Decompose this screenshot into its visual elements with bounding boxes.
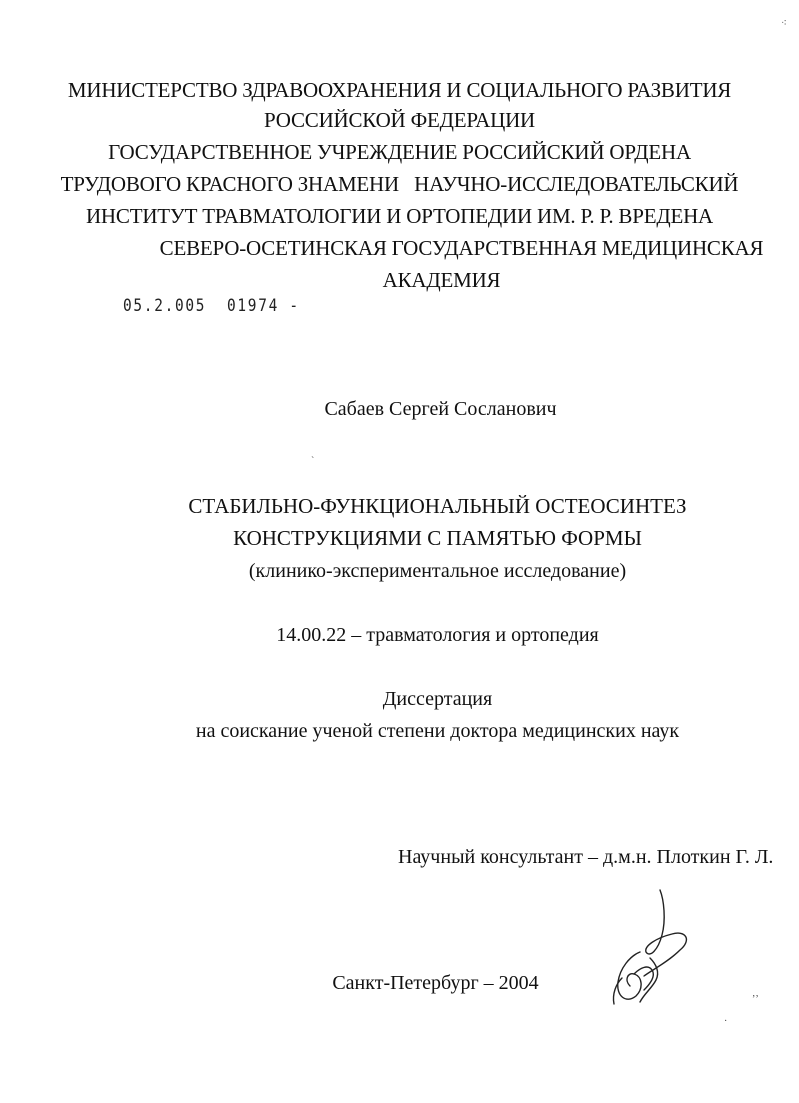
handwritten-signature — [600, 880, 710, 1020]
header-line-institute: ИНСТИТУТ ТРАВМАТОЛОГИИ И ОРТОПЕДИИ ИМ. Р. Р. ВРЕДЕНА — [85, 204, 714, 228]
scan-speck: ‚‚ — [752, 988, 759, 999]
header-line-ministry: МИНИСТЕРСТВО ЗДРАВООХРАНЕНИЯ И СОЦИАЛЬНОГО РАЗВИТИЯ — [67, 78, 732, 102]
header-line-order: ТРУДОВОГО КРАСНОГО ЗНАМЕНИ НАУЧНО-ИССЛЕДОВАТЕЛЬСКИЙ — [60, 172, 739, 196]
scan-speck: ˋ — [311, 456, 315, 467]
scientific-advisor: Научный консультант – д.м.н. Плоткин Г. Л. — [398, 846, 774, 868]
thesis-title-line-1: СТАБИЛЬНО-ФУНКЦИОНАЛЬНЫЙ ОСТЕОСИНТЕЗ — [188, 494, 687, 518]
header-line-academy: СЕВЕРО-ОСЕТИНСКАЯ ГОСУДАРСТВЕННАЯ МЕДИЦИНСКАЯ — [159, 236, 764, 260]
scan-speck: ⁖ — [781, 18, 787, 29]
header-line-academy-end: АКАДЕМИЯ — [382, 268, 501, 292]
scan-speck: · — [724, 1016, 728, 1027]
specialty-code: 14.00.22 – травматология и ортопедия — [276, 624, 599, 646]
thesis-subtitle: (клинико-экспериментальное исследование) — [248, 560, 627, 582]
thesis-title-line-2: КОНСТРУКЦИЯМИ С ПАМЯТЬЮ ФОРМЫ — [233, 526, 642, 550]
registration-stamp: 05.2.005 01974 - — [123, 296, 300, 316]
header-line-federation: РОССИЙСКОЙ ФЕДЕРАЦИИ — [264, 108, 535, 132]
dissertation-label: Диссертация — [382, 688, 493, 710]
header-line-institution: ГОСУДАРСТВЕННОЕ УЧРЕЖДЕНИЕ РОССИЙСКИЙ ОРДЕНА — [108, 140, 691, 164]
degree-purpose: на соискание ученой степени доктора медицинских наук — [195, 720, 680, 742]
author-name: Сабаев Сергей Сосланович — [324, 398, 557, 420]
place-and-year: Санкт-Петербург – 2004 — [332, 972, 539, 994]
